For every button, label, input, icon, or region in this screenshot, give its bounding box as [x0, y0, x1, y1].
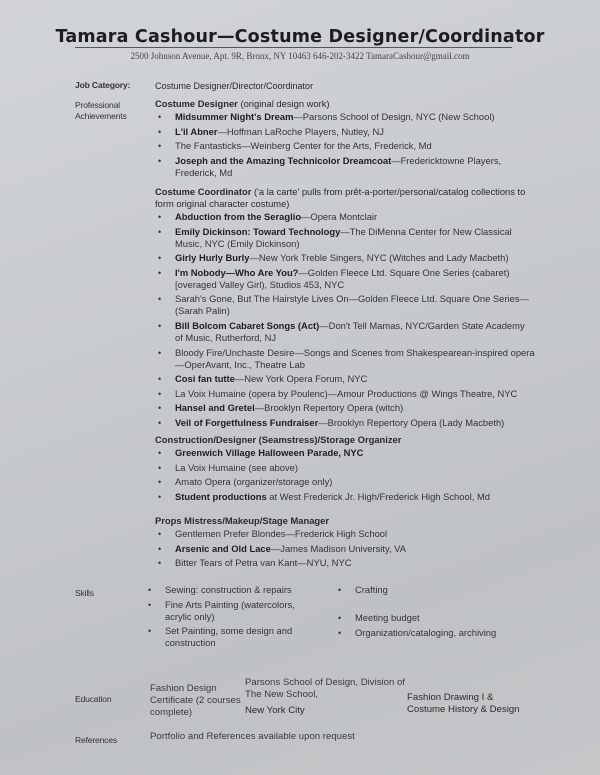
section-heading: Props Mistress/Makeup/Stage Manager	[155, 515, 330, 526]
production-detail: —NYU, NYC	[297, 557, 352, 569]
production-item	[155, 211, 535, 223]
production-detail: —Don't Tell Mamas, NYC/Garden State Academy of Music, Rutherford, NJ	[175, 319, 525, 343]
skill-item: • Meeting budget	[335, 612, 545, 624]
achievements-label: Professional Achievements	[75, 100, 127, 121]
education-courses: Fashion Drawing I & Costume History & Design	[407, 692, 520, 715]
section-heading: Construction/Designer (Seamstress)/Storage Organizer	[155, 434, 402, 445]
production-item	[155, 140, 535, 152]
production-title: La Voix Humaine	[175, 387, 246, 399]
production-detail: at West Frederick Jr. High/Frederick High School, Md	[266, 490, 491, 502]
production-item	[155, 111, 535, 123]
production-title: Bill Bolcom Cabaret Songs (Act)	[175, 319, 320, 331]
production-title: Bloody Fire/Unchaste Desire	[175, 346, 295, 358]
section-designer	[155, 98, 535, 181]
production-item	[155, 557, 535, 569]
production-title: The Fantasticks	[175, 140, 242, 152]
production-title: Amato Opera	[175, 476, 231, 488]
production-detail: —Parsons School of Design, NYC (New School)	[293, 111, 495, 122]
production-title: Midsummer Night's Dream	[175, 111, 294, 122]
production-title: Bitter Tears of Petra van Kant	[175, 557, 298, 569]
props-list	[155, 528, 535, 569]
production-detail: —Brooklyn Repertory Opera (witch)	[254, 402, 404, 414]
production-detail: (see above)	[245, 461, 298, 473]
section-props	[155, 515, 535, 572]
production-detail: —Weinberg Center for the Arts, Frederick, Md	[241, 140, 432, 152]
production-detail: —The DiMenna Center for New Classical Music, NYC (Emily Dickinson)	[175, 225, 512, 249]
production-item	[155, 293, 535, 317]
production-detail: —Golden Fleece Ltd. Square One Series (cabaret) [overaged Valley Girl), Studios 453, NYC	[175, 266, 510, 290]
section-heading: Costume Designer (original design work)	[155, 98, 330, 109]
production-item	[155, 447, 535, 459]
production-item	[155, 267, 535, 291]
production-detail: —New York Treble Singers, NYC (Witches and Lady Macbeth)	[249, 252, 509, 264]
production-title: Sarah's Gone, But The Hairstyle Lives On	[175, 293, 349, 305]
production-item	[155, 226, 535, 250]
education-school: Parsons School of Design, Division of The New School,	[245, 677, 405, 700]
production-detail: —Golden Fleece Ltd. Square One Series—(Sarah Palin)	[175, 293, 529, 317]
production-item	[155, 347, 535, 371]
production-item	[155, 252, 535, 264]
contact-address: 2500 Johnson Avenue, Apt. 9R, Bronx, NY 10463 646-202-3422 TamaraCashour@gmail.com	[130, 51, 470, 61]
production-item	[155, 462, 535, 474]
references-label: References	[75, 735, 117, 745]
references-value: Portfolio and References available upon request	[150, 731, 355, 742]
production-item	[155, 543, 535, 555]
production-title: La Voix Humaine	[175, 461, 246, 473]
production-item	[155, 126, 535, 138]
production-detail: —Brooklyn Repertory Opera (Lady Macbeth)	[318, 416, 505, 428]
skills-label: Skills	[75, 588, 94, 598]
production-detail: —Songs and Scenes from Shakespearean-inspired opera—OperAvant, Inc., Theatre Lab	[175, 346, 535, 370]
production-item	[155, 320, 535, 344]
job-category-label: Job Category:	[75, 80, 131, 90]
designer-list	[155, 111, 535, 179]
production-title: Arsenic and Old Lace	[175, 542, 271, 554]
production-title: Joseph and the Amazing Technicolor Dreamcoat	[175, 154, 392, 166]
production-detail: —Hoffman LaRoche Players, Nutley, NJ	[217, 125, 384, 137]
production-title: Veil of Forgetfulness Fundraiser	[175, 416, 319, 428]
production-detail: —New York Opera Forum, NYC	[234, 373, 368, 385]
production-title: Emily Dickinson: Toward Technology	[175, 225, 341, 237]
production-detail: (organizer/storage only)	[230, 476, 333, 488]
production-title: Girly Hurly Burly	[175, 252, 250, 264]
resume-title: Tamara Cashour—Costume Designer/Coordinator	[55, 27, 545, 47]
production-detail: (opera by Poulenc)—Amour Productions @ Wings Theatre, NYC	[245, 387, 518, 399]
education-certificate: Fashion Design Certificate (2 courses complete)	[150, 683, 241, 718]
production-item	[155, 402, 535, 414]
education-city: New York City	[245, 705, 305, 716]
production-title: Gentlemen Prefer Blondes	[175, 528, 286, 539]
production-item	[155, 491, 535, 503]
production-item	[155, 388, 535, 400]
production-detail: —Frederick High School	[285, 528, 388, 539]
job-category-value: Costume Designer/Director/Coordinator	[155, 81, 314, 91]
title-divider	[75, 47, 512, 48]
skill-item: • Crafting	[335, 584, 545, 596]
production-detail: —Opera Montclair	[301, 211, 378, 222]
production-title: Student productions	[175, 490, 267, 502]
production-item	[155, 373, 535, 385]
section-construction	[155, 434, 535, 505]
skill-item: • Set Painting, some design and construction	[145, 625, 320, 649]
production-detail: —James Madison University, VA	[270, 542, 406, 554]
construction-list	[155, 447, 535, 503]
production-title: L'il Abner	[175, 125, 218, 137]
production-title: Cosi fan tutte	[175, 373, 235, 385]
skill-item: • Fine Arts Painting (watercolors, acrylic only)	[145, 599, 320, 623]
production-detail: —Fredericktowne Players, Frederick, Md	[175, 154, 502, 178]
skill-item: • Organization/cataloging, archiving	[335, 627, 545, 639]
production-title: Abduction from the Seraglio	[175, 211, 302, 222]
production-item	[155, 476, 535, 488]
production-title: Hansel and Gretel	[175, 402, 255, 414]
production-item	[155, 155, 535, 179]
production-item	[155, 417, 535, 429]
production-item	[155, 528, 535, 540]
production-title: I'm Nobody—Who Are You?	[175, 266, 299, 278]
production-title: Greenwich Village Halloween Parade, NYC	[175, 447, 364, 458]
skill-item: • Sewing: construction & repairs	[145, 584, 320, 596]
section-coordinator	[155, 186, 535, 432]
section-heading: Costume Coordinator ('a la carte' pulls from prêt-a-porter/personal/catalog collections to form original character costume)	[155, 186, 526, 209]
education-label: Education	[75, 694, 112, 704]
coordinator-list	[155, 211, 535, 429]
